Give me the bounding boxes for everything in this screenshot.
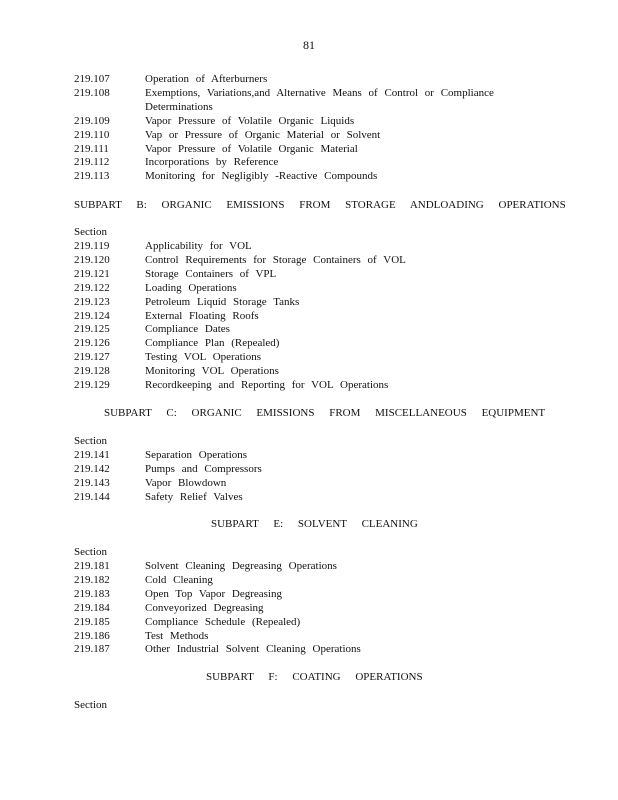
section-label: Section (74, 226, 107, 238)
section-number: 219.119 (74, 240, 110, 252)
section-title: Testing VOL Operations (145, 351, 261, 364)
section-title: Storage Containers of VPL (145, 267, 277, 280)
section-number: 219.113 (74, 170, 110, 183)
section-title: Other Industrial Solvent Cleaning Operations (145, 643, 361, 656)
section-label: Section (74, 546, 107, 558)
section-number: 219.128 (74, 365, 110, 378)
section-number: 219.112 (74, 156, 110, 169)
section-title: Determinations (145, 100, 213, 113)
section-title: Cold Cleaning (145, 573, 213, 586)
section-number: 219.186 (74, 629, 110, 642)
section-title: Conveyorized Degreasing (145, 601, 264, 614)
section-number: 219.129 (74, 379, 110, 391)
page-number: 81 (303, 38, 315, 52)
subpart-e-heading: SUBPART E: SOLVENT CLEANING (211, 518, 418, 530)
section-number: 219.109 (74, 114, 110, 127)
section-number: 219.123 (74, 295, 110, 308)
subpart-f-heading: SUBPART F: COATING OPERATIONS (206, 671, 423, 683)
section-number: 219.107 (74, 73, 110, 85)
section-number: 219.143 (74, 476, 110, 489)
section-title: Vapor Blowdown (145, 476, 227, 489)
section-title: Safety Relief Valves (145, 490, 243, 503)
section-number: 219.120 (74, 253, 110, 266)
section-number: 219.142 (74, 462, 110, 475)
section-title: Vapor Pressure of Volatile Organic Material (145, 142, 358, 155)
section-title: Solvent Cleaning Degreasing Operations (145, 560, 337, 572)
section-number: 219.187 (74, 643, 110, 656)
section-title: Monitoring for Negligibly -Reactive Compounds (145, 170, 378, 183)
section-title: Control Requirements for Storage Containers of VOL (145, 253, 406, 266)
section-title: Open Top Vapor Degreasing (145, 587, 282, 600)
section-title: Recordkeeping and Reporting for VOL Operations (145, 379, 389, 391)
section-number: 219.127 (74, 351, 110, 364)
section-number: 219.185 (74, 615, 110, 628)
section-label: Section (74, 699, 107, 711)
section-number: 219.184 (74, 601, 110, 614)
section-title: Vap or Pressure of Organic Material or Solvent (145, 128, 381, 141)
section-number: 219.125 (74, 323, 110, 336)
section-number: 219.111 (74, 142, 109, 155)
section-title: Petroleum Liquid Storage Tanks (145, 295, 300, 308)
section-title: Compliance Dates (145, 323, 230, 336)
section-number: 219.181 (74, 560, 110, 572)
section-number: 219.183 (74, 587, 110, 600)
section-title: Pumps and Compressors (145, 462, 262, 475)
section-number: 219.121 (74, 267, 110, 280)
section-title: Applicability for VOL (145, 240, 252, 252)
section-number: 219.126 (74, 337, 110, 350)
section-label: Section (74, 435, 107, 447)
section-number: 219.110 (74, 128, 110, 141)
section-title: Test Methods (145, 629, 209, 642)
section-number: 219.141 (74, 449, 110, 461)
section-title: Compliance Plan (Repealed) (145, 337, 280, 350)
section-title: Monitoring VOL Operations (145, 365, 279, 378)
section-title: Exemptions, Variations,and Alternative Means of Control or Compliance (145, 86, 494, 99)
section-number: 219.144 (74, 490, 110, 503)
section-title: Vapor Pressure of Volatile Organic Liquids (145, 114, 355, 127)
section-number: 219.108 (74, 86, 110, 99)
section-title: Incorporations by Reference (145, 156, 279, 169)
section-number: 219.182 (74, 573, 110, 586)
section-number: 219.122 (74, 281, 110, 294)
subpart-b-heading: SUBPART B: ORGANIC EMISSIONS FROM STORAGE ANDLOADING OPERATIONS (74, 199, 566, 211)
section-title: Operation of Afterburners (145, 73, 268, 85)
section-number: 219.124 (74, 309, 110, 322)
section-title: Separation Operations (145, 449, 248, 461)
subpart-c-heading: SUBPART C: ORGANIC EMISSIONS FROM MISCELLANEOUS EQUIPMENT (104, 407, 546, 419)
section-title: Loading Operations (145, 281, 237, 294)
section-title: External Floating Roofs (145, 309, 259, 322)
section-title: Compliance Schedule (Repealed) (145, 615, 301, 628)
